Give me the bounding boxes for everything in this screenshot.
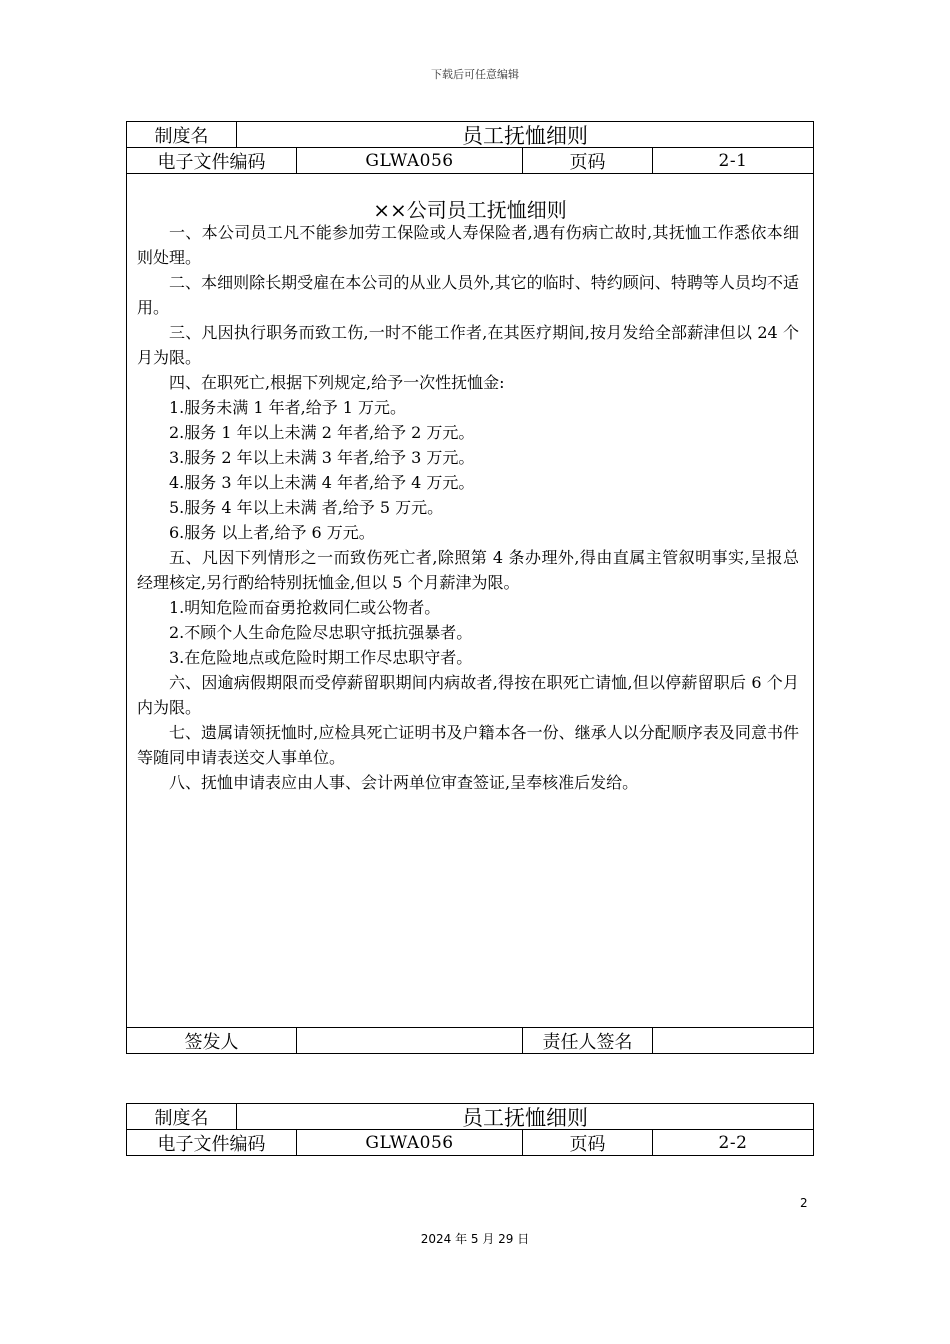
paragraph: 1.明知危险而奋勇抢救同仁或公物者。 <box>169 598 441 617</box>
label-page: 页码 <box>523 148 653 173</box>
paragraph: 2.服务 1 年以上未满 2 年者,给予 2 万元。 <box>169 423 475 442</box>
document-title: ××公司员工抚恤细则 <box>373 198 567 222</box>
footer-date: 2024 年 5 月 29 日 <box>420 1232 530 1246</box>
label-issuer: 签发人 <box>127 1028 297 1053</box>
paragraph: 3.服务 2 年以上未满 3 年者,给予 3 万元。 <box>169 448 475 467</box>
responsible-signature-field <box>653 1028 813 1053</box>
label-file-code: 电子文件编码 <box>127 1130 297 1156</box>
paragraph: 2.不顾个人生命危险尽忠职守抵抗强暴者。 <box>169 623 473 642</box>
code-row <box>127 1130 813 1156</box>
issuer-field <box>297 1028 523 1053</box>
code-row <box>127 148 813 174</box>
title-row <box>127 122 813 148</box>
paragraph: 1.服务未满 1 年者,给予 1 万元。 <box>169 398 407 417</box>
label-file-code: 电子文件编码 <box>127 148 297 173</box>
paragraph: 七、遗属请领抚恤时,应检具死亡证明书及户籍本各一份、继承人以分配顺序表及同意书件 等随同申请表送交人事单位。 <box>137 723 799 767</box>
paragraph: 四、在职死亡,根据下列规定,给予一次性抚恤金: <box>169 373 505 392</box>
file-code-value: GLWA056 <box>297 148 523 173</box>
paragraph: 八、抚恤申请表应由人事、会计两单位审查签证,呈奉核准后发给。 <box>169 773 639 792</box>
label-page: 页码 <box>523 1130 653 1156</box>
paragraph: 3.在危险地点或危险时期工作尽忠职守者。 <box>169 648 473 667</box>
label-system-name: 制度名 <box>127 1104 237 1129</box>
page-number: 2 <box>800 1196 808 1210</box>
system-title: 员工抚恤细则 <box>462 123 588 148</box>
signature-row <box>127 1027 813 1053</box>
document-frame-1 <box>126 121 814 1054</box>
paragraph: 三、凡因执行职务而致工伤,一时不能工作者,在其医疗期间,按月发给全部薪津但以 24 个月为限。 <box>137 323 799 367</box>
system-title: 员工抚恤细则 <box>462 1105 588 1130</box>
document-frame-2 <box>126 1103 814 1156</box>
file-code-value: GLWA056 <box>297 1130 523 1156</box>
paragraph: 六、因逾病假期限而受停薪留职期间内病故者,得按在职死亡请恤,但以停薪留职后 6 个月 内为限。 <box>137 673 799 717</box>
label-system-name: 制度名 <box>127 122 237 147</box>
paragraph: 6.服务 以上者,给予 6 万元。 <box>169 523 375 542</box>
paragraph: 一、本公司员工凡不能参加劳工保险或人寿保险者,遇有伤病亡故时,其抚恤工作悉依本细 则处理。 <box>137 223 799 267</box>
document-body <box>137 220 799 795</box>
paragraph: 二、本细则除长期受雇在本公司的从业人员外,其它的临时、特约顾问、特聘等人员均不适 用。 <box>137 273 799 317</box>
title-row <box>127 1104 813 1130</box>
page-value: 2-1 <box>718 150 748 171</box>
page-value: 2-2 <box>718 1133 748 1153</box>
header-note: 下载后可任意编辑 <box>431 68 519 81</box>
label-responsible-signature: 责任人签名 <box>523 1028 653 1053</box>
paragraph: 五、凡因下列情形之一而致伤死亡者,除照第 4 条办理外,得由直属主管叙明事实,呈报总 经理核定,另行酌给特别抚恤金,但以 5 个月薪津为限。 <box>137 548 799 592</box>
paragraph: 5.服务 4 年以上未满 者,给予 5 万元。 <box>169 498 444 517</box>
paragraph: 4.服务 3 年以上未满 4 年者,给予 4 万元。 <box>169 473 475 492</box>
